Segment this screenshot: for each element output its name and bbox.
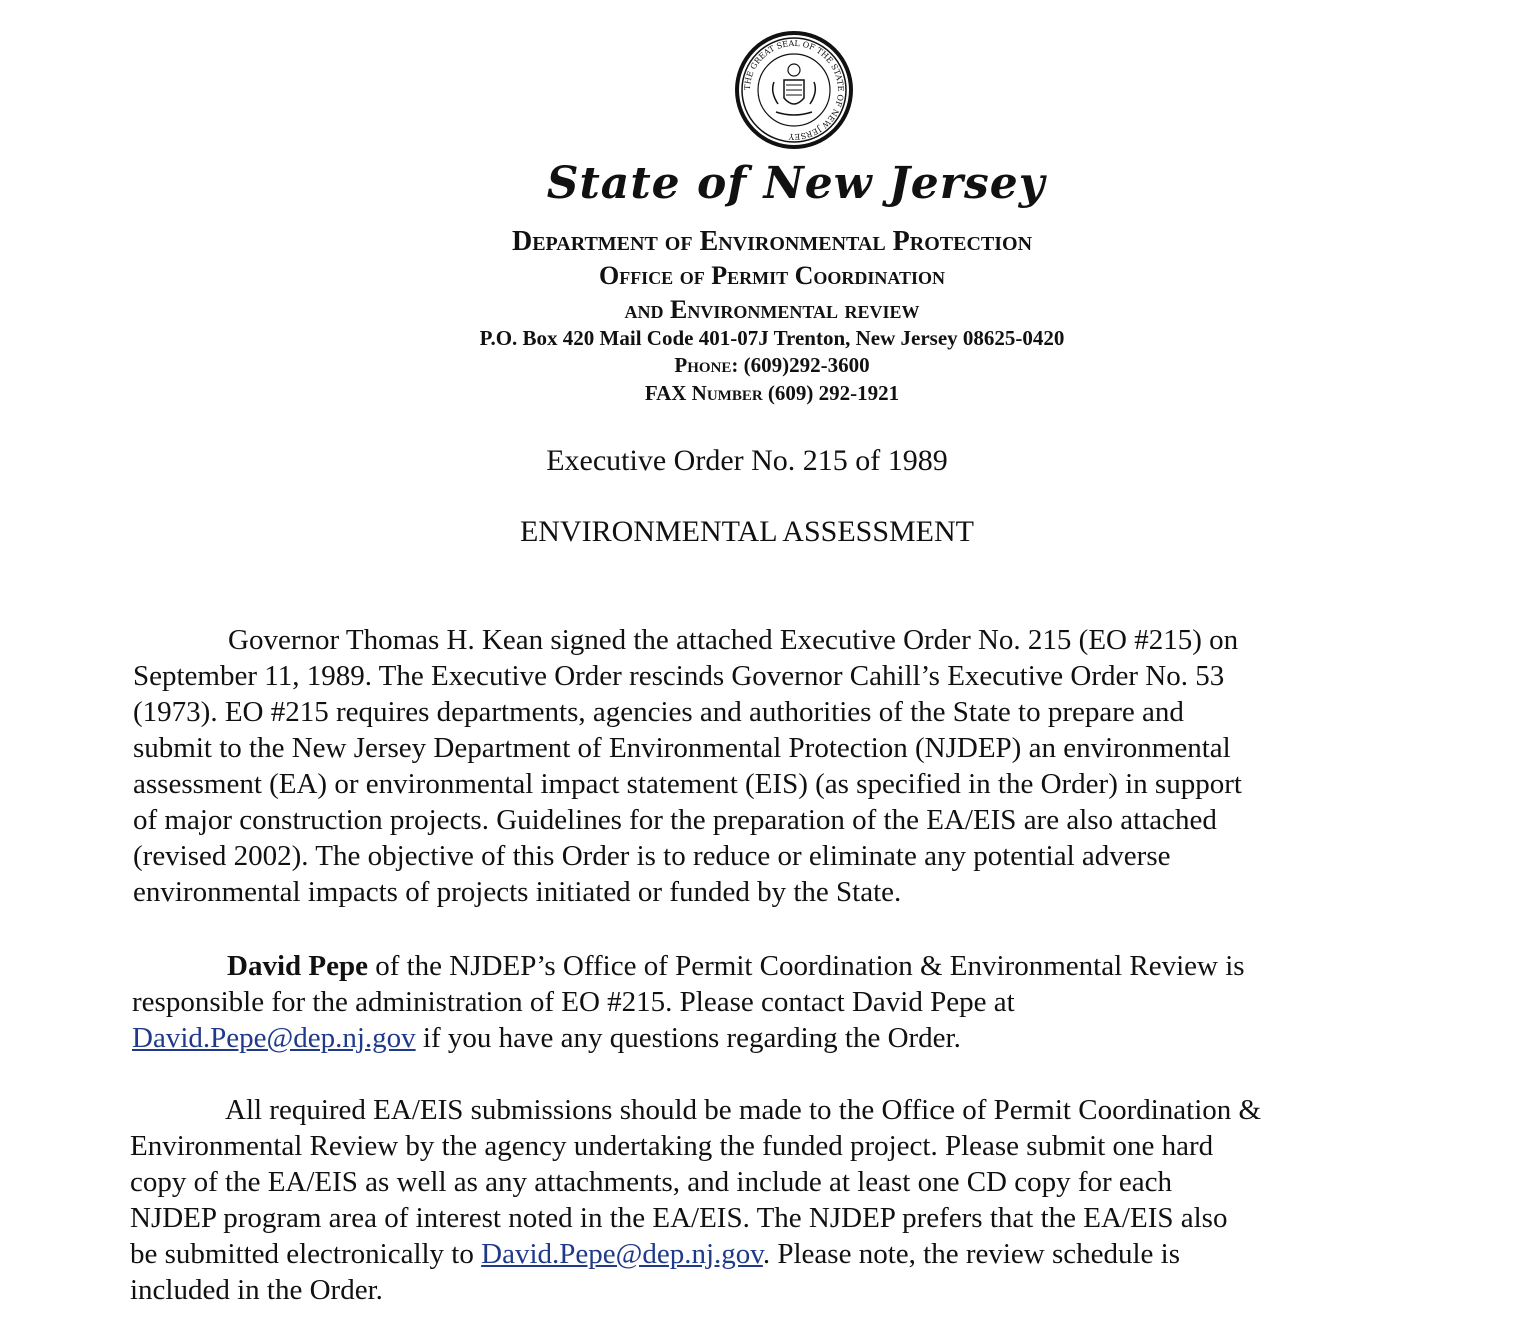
paragraph-text: be submitted electronically to [130, 1238, 482, 1270]
mailing-address: P.O. Box 420 Mail Code 401-07J Trenton, New Jersey 08625-0420 [479, 326, 1065, 350]
paragraph-introduction [133, 622, 1363, 910]
office-name-line1: Office of Permit Coordination [598, 261, 946, 290]
seal-text: THE GREAT SEAL OF THE STATE OF NEW JERSEY [742, 38, 846, 142]
paragraph-line: All required EA/EIS submissions should be made to the Office of Permit Coordination & [225, 1094, 1262, 1126]
contact-name: David Pepe [227, 950, 368, 982]
paragraph-line: assessment (EA) or environmental impact statement (EIS) (as specified in the Order) in support [133, 768, 1242, 800]
paragraph-line: NJDEP program area of interest noted in the EA/EIS. The NJDEP prefers that the EA/EIS also [130, 1202, 1228, 1234]
state-seal-icon [734, 30, 854, 150]
paragraph-line [132, 1020, 1362, 1056]
office-name-line2: and Environmental review [624, 295, 920, 324]
paragraph-line: (1973). EO #215 requires departments, agencies and authorities of the State to prepare and [133, 696, 1184, 728]
executive-order-title: Executive Order No. 215 of 1989 [546, 444, 948, 477]
contact-email-link[interactable]: David.Pepe@dep.nj.gov [132, 1022, 416, 1054]
document-heading: ENVIRONMENTAL ASSESSMENT [519, 515, 974, 548]
paragraph-line: environmental impacts of projects initiated or funded by the State. [133, 876, 902, 908]
paragraph-line: September 11, 1989. The Executive Order rescinds Governor Cahill’s Executive Order No. 53 [133, 660, 1225, 692]
paragraph-line: responsible for the administration of EO #215. Please contact David Pepe at [132, 986, 1015, 1018]
paragraph-line: Environmental Review by the agency undertaking the funded project. Please submit one hard [130, 1130, 1214, 1162]
paragraph-line [130, 1236, 1360, 1272]
paragraph-line: submit to the New Jersey Department of Environmental Protection (NJDEP) an environmental [133, 732, 1231, 764]
paragraph-line: included in the Order. [130, 1274, 383, 1306]
submission-email-link[interactable]: David.Pepe@dep.nj.gov [481, 1238, 763, 1270]
paragraph-line: of major construction projects. Guidelines for the preparation of the EA/EIS are also attached [133, 804, 1217, 836]
paragraph-line [132, 948, 1362, 984]
paragraph-line: (revised 2002). The objective of this Order is to reduce or eliminate any potential adverse [133, 840, 1171, 872]
paragraph-line: Governor Thomas H. Kean signed the attached Executive Order No. 215 (EO #215) on [228, 624, 1239, 656]
fax-number: FAX Number (609) 292-1921 [644, 381, 900, 405]
paragraph-line: copy of the EA/EIS as well as any attachments, and include at least one CD copy for each [130, 1166, 1173, 1198]
paragraph-contact [132, 948, 1362, 1056]
paragraph-submissions [130, 1092, 1360, 1308]
department-name: Department of Environmental Protection [511, 226, 1033, 257]
paragraph-text: . Please note, the review schedule is [762, 1238, 1181, 1270]
paragraph-text: if you have any questions regarding the Order. [415, 1022, 961, 1054]
phone-number: Phone: (609)292-3600 [674, 353, 870, 377]
state-name-heading: State of New Jersey [546, 158, 1046, 209]
paragraph-text: of the NJDEP’s Office of Permit Coordination & Environmental Review is [367, 950, 1245, 982]
